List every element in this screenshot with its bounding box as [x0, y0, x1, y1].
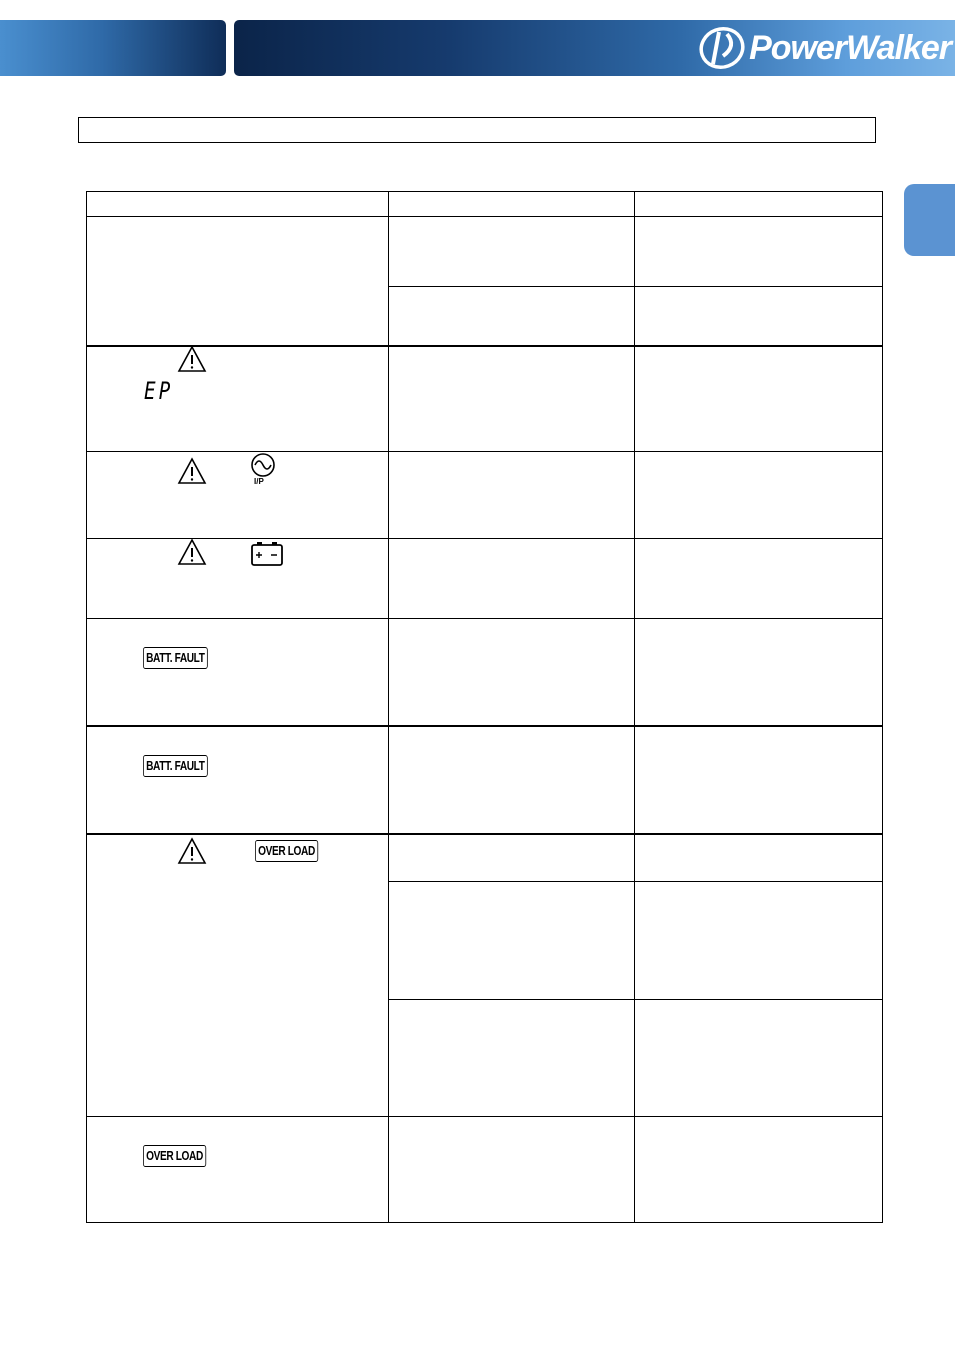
overload-label: OVER LOAD: [255, 840, 318, 862]
row4-bottom: [86, 618, 883, 619]
header-row-bottom: [86, 216, 883, 217]
powerwalker-logo-icon: [697, 26, 747, 70]
row7-bottom: [86, 1116, 883, 1117]
section-title-box: [78, 117, 876, 143]
warning-icon: [177, 837, 207, 865]
troubleshooting-table: [86, 191, 884, 1223]
batt-fault-label: BATT. FAULT: [143, 647, 208, 669]
row5-bottom: [86, 725, 883, 727]
row7-sub-divider-2: [388, 999, 883, 1000]
brand-name: PowerWalker: [749, 28, 951, 67]
batt-fault-badge: [143, 755, 226, 777]
batt-fault-badge: [143, 647, 226, 669]
row7-sub-divider-1: [388, 881, 883, 882]
warning-icon: [177, 345, 207, 373]
warning-icon: [177, 538, 207, 566]
section-side-tab: [904, 184, 955, 256]
header-left-bar: [0, 20, 226, 76]
table-border-bottom: [86, 1222, 883, 1223]
overload-badge: [143, 1145, 224, 1167]
battery-icon: [250, 541, 284, 572]
overload-label: OVER LOAD: [143, 1145, 206, 1167]
overload-badge: [255, 840, 336, 862]
ep-code: EP: [144, 377, 174, 405]
table-border-top: [86, 191, 883, 192]
input-sine-icon: [250, 452, 276, 488]
row6-bottom: [86, 833, 883, 835]
input-label: I/P: [254, 477, 264, 486]
brand-logo: [697, 24, 951, 72]
row1-sub-divider: [388, 286, 883, 287]
warning-icon: [177, 457, 207, 485]
row2-bottom: [86, 451, 883, 452]
batt-fault-label: BATT. FAULT: [143, 755, 208, 777]
header-right-bar: [234, 20, 955, 76]
